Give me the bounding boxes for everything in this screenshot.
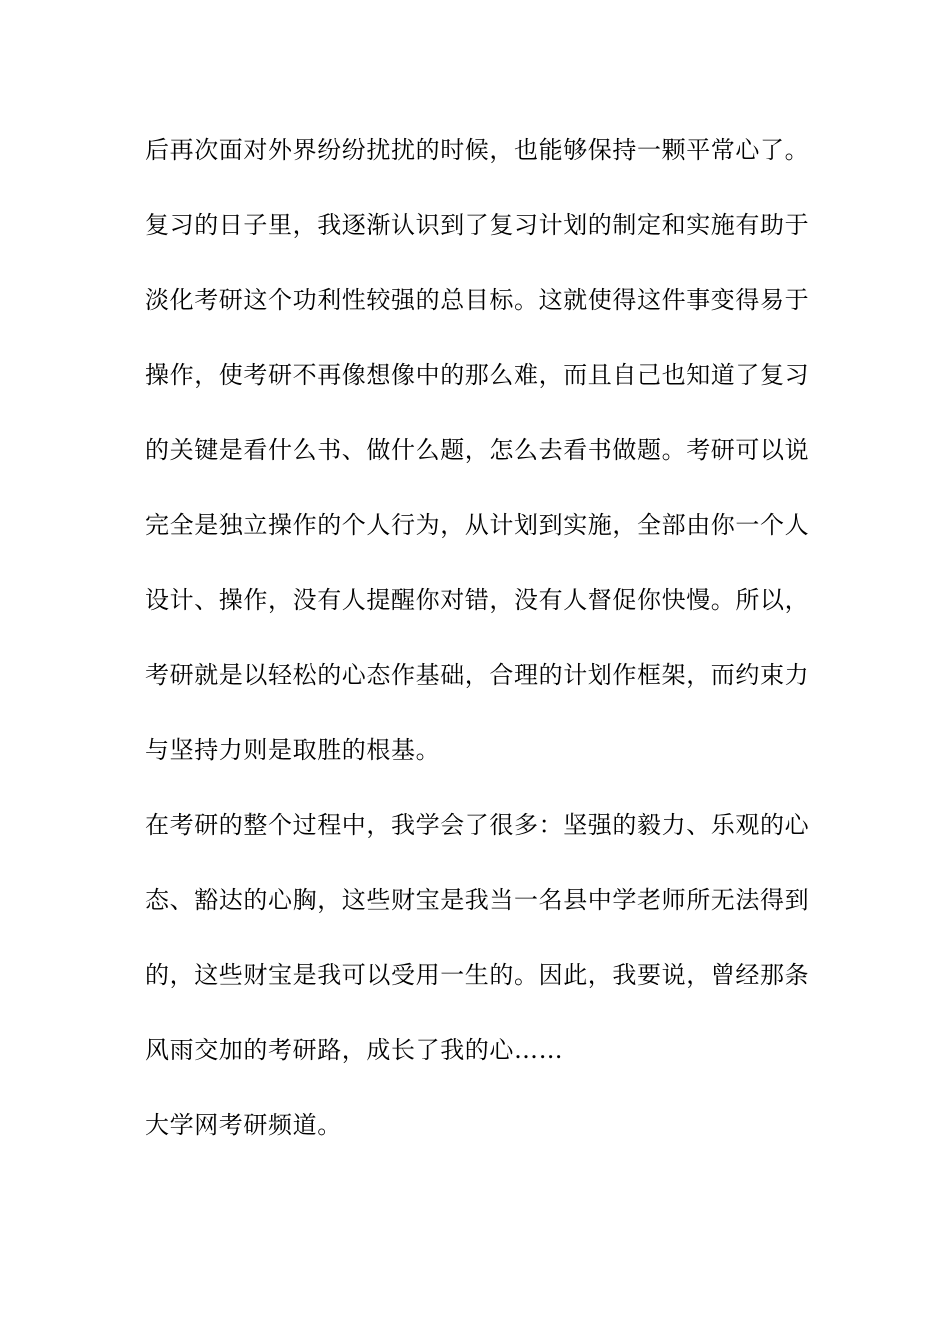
text-line: 操作，使考研不再像想像中的那么难，而且自己也知道了复习	[145, 361, 810, 389]
text-line: 完全是独立操作的个人行为，从计划到实施，全部由你一个人	[145, 511, 810, 539]
text-line: 后再次面对外界纷纷扰扰的时候，也能够保持一颗平常心了。	[145, 136, 810, 164]
text-line: 的关键是看什么书、做什么题，怎么去看书做题。考研可以说	[145, 436, 810, 464]
text-line: 设计、操作，没有人提醒你对错，没有人督促你快慢。所以，	[145, 586, 810, 614]
text-line: 态、豁达的心胸，这些财宝是我当一名县中学老师所无法得到	[145, 886, 810, 914]
text-line: 风雨交加的考研路，成长了我的心……	[145, 1036, 564, 1064]
text-line: 大学网考研频道。	[145, 1111, 342, 1139]
text-line: 淡化考研这个功利性较强的总目标。这就使得这件事变得易于	[145, 286, 810, 314]
text-line: 考研就是以轻松的心态作基础，合理的计划作框架，而约束力	[145, 661, 810, 689]
text-line: 与坚持力则是取胜的根基。	[145, 736, 441, 764]
text-line: 在考研的整个过程中，我学会了很多：坚强的毅力、乐观的心	[145, 811, 810, 839]
text-line: 复习的日子里，我逐渐认识到了复习计划的制定和实施有助于	[145, 211, 810, 239]
body-text	[145, 130, 815, 1180]
text-line: 的，这些财宝是我可以受用一生的。因此，我要说，曾经那条	[145, 961, 810, 989]
